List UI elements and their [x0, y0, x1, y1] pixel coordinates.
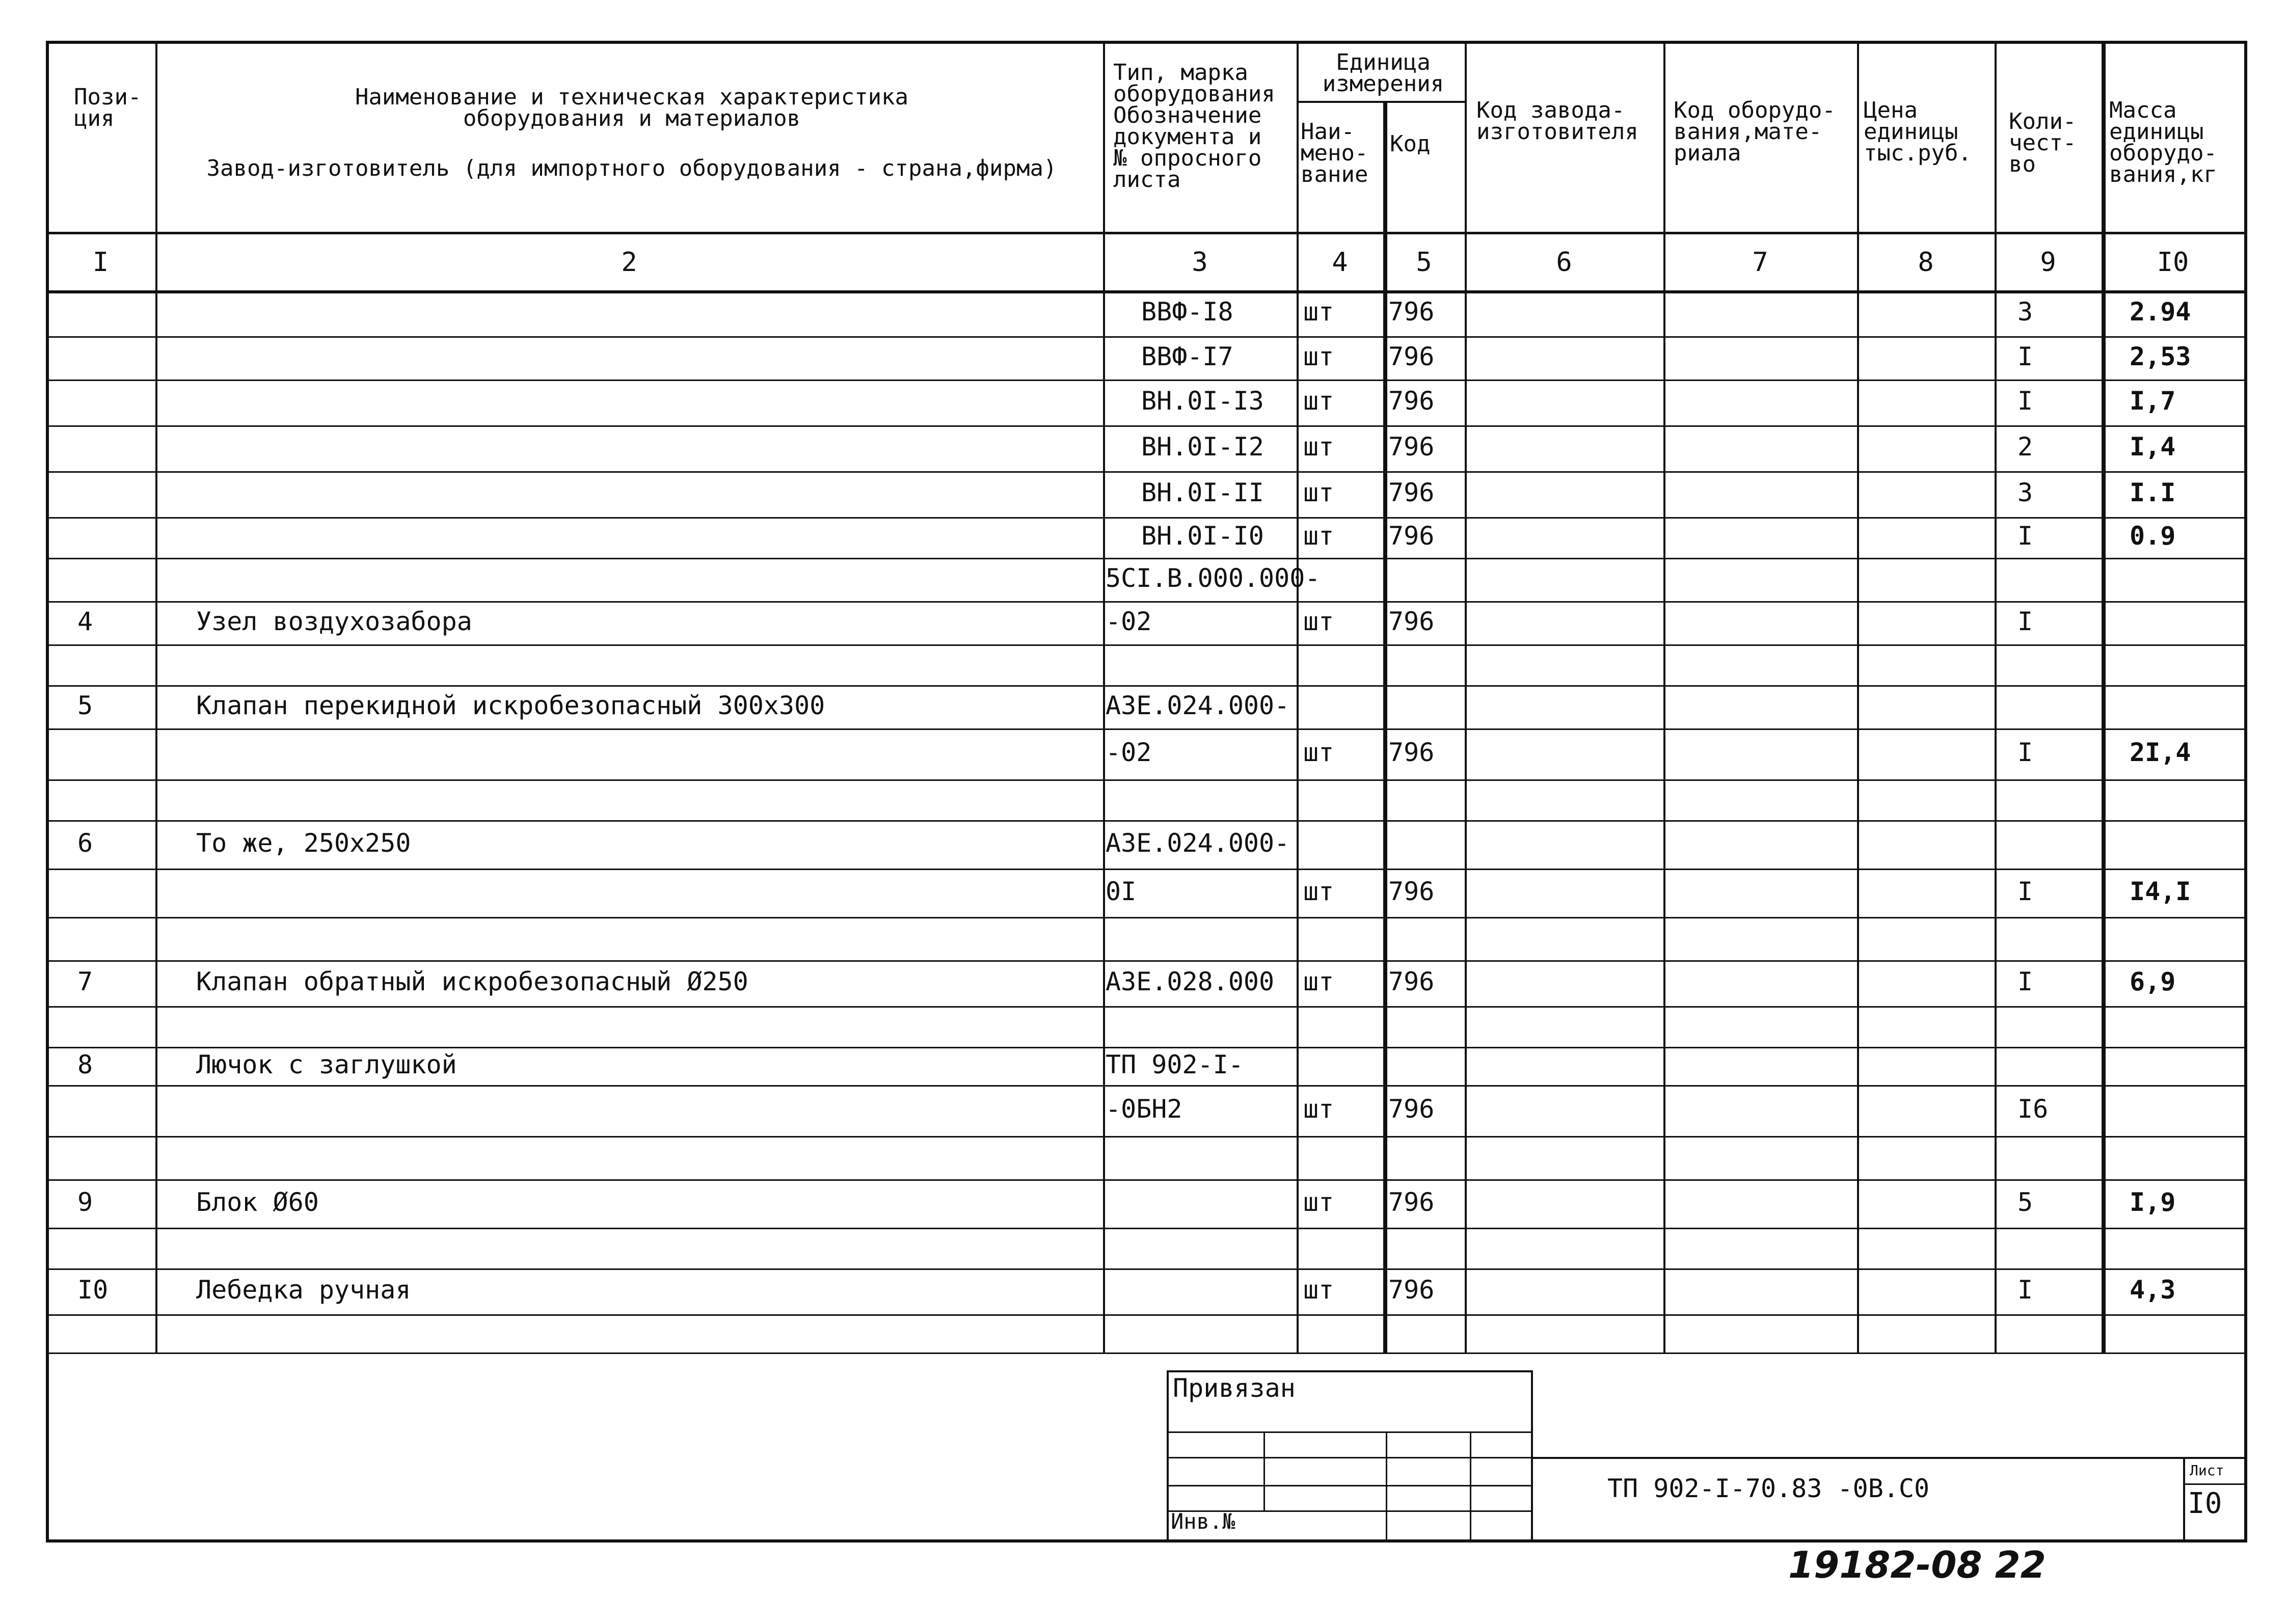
- grid-line-v: [1470, 1431, 1471, 1539]
- cell-unit: шт: [1303, 521, 1334, 551]
- cell-name: То же, 250х250: [196, 828, 411, 858]
- grid-line-v: [1663, 41, 1665, 1352]
- grid-line-v: [1857, 41, 1859, 1352]
- grid-line-v: [1297, 41, 1299, 1352]
- grid-line-h: [46, 336, 2244, 338]
- grid-line-v: [1386, 1431, 1387, 1539]
- cell-pos: 7: [77, 967, 93, 996]
- cell-qty: 3: [2017, 478, 2033, 507]
- cell-unit: шт: [1303, 877, 1334, 906]
- grid-line-h: [46, 685, 2244, 687]
- handwritten-note: 19182-08 22: [1788, 1544, 2046, 1586]
- cell-pos: 5: [77, 691, 93, 720]
- cell-mass: 2,53: [2130, 342, 2191, 371]
- grid-line-v: [2183, 1457, 2185, 1539]
- cell-type: ТП 902-I-: [1106, 1050, 1244, 1079]
- cell-pos: I0: [77, 1275, 109, 1305]
- cell-pos: 8: [77, 1050, 93, 1079]
- header-price: Цена единицы тыс.руб.: [1864, 97, 1972, 166]
- cell-code: 796: [1388, 738, 1435, 767]
- cell-unit: шт: [1303, 297, 1334, 327]
- cell-mass: 6,9: [2130, 967, 2176, 996]
- cell-type: 0I: [1106, 877, 1137, 906]
- header-quantity: Коли- чест- во: [2009, 109, 2077, 177]
- cell-qty: I: [2017, 738, 2033, 767]
- stamp-doc-code: ТП 902-I-70.83 -0В.С0: [1607, 1474, 1930, 1503]
- cell-mass: I4,I: [2130, 877, 2191, 906]
- cell-code: 796: [1388, 342, 1435, 371]
- header-type: Тип, марка оборудования Обозначение документа и № опросного листа: [1113, 60, 1275, 193]
- grid-line-h: [46, 1136, 2244, 1138]
- grid-line-h: [46, 1314, 2244, 1316]
- grid-line-v: [1103, 41, 1105, 1352]
- stamp-inv-label: Инв.№: [1171, 1509, 1235, 1534]
- column-number: 7: [1752, 247, 1768, 278]
- cell-pos: 9: [77, 1187, 93, 1217]
- grid-line-h: [46, 425, 2244, 427]
- stamp-sheet-number: I0: [2188, 1487, 2222, 1520]
- stamp-attached-label: Привязан: [1173, 1373, 1296, 1403]
- cell-code: 796: [1388, 297, 1435, 327]
- cell-qty: I: [2017, 342, 2033, 371]
- cell-pos: 4: [77, 607, 93, 636]
- cell-qty: I: [2017, 607, 2033, 636]
- column-number: 2: [621, 247, 637, 278]
- cell-unit: шт: [1303, 386, 1334, 416]
- grid-line-h: [46, 1352, 2244, 1354]
- grid-line-h: [46, 917, 2244, 918]
- cell-unit: шт: [1303, 967, 1334, 996]
- cell-type: А3Е.024.000-: [1106, 828, 1290, 858]
- cell-type: -02: [1106, 738, 1152, 767]
- header-position: Пози- ция: [74, 84, 142, 131]
- cell-qty: 2: [2017, 432, 2033, 462]
- cell-code: 796: [1388, 386, 1435, 416]
- grid-line-v: [155, 41, 157, 1352]
- header-name-line1: Наименование и техническая характеристика: [355, 84, 909, 110]
- cell-unit: шт: [1303, 478, 1334, 507]
- cell-qty: 3: [2017, 297, 2033, 327]
- column-number: 9: [2040, 247, 2056, 278]
- grid-line-h: [46, 728, 2244, 730]
- header-unit-group: Единица измерения: [1322, 49, 1444, 97]
- grid-line-h: [46, 290, 2244, 293]
- header-mass: Масса единицы оборудо- вания,кг: [2109, 97, 2217, 187]
- cell-code: 796: [1388, 967, 1435, 996]
- cell-code: 796: [1388, 1187, 1435, 1217]
- cell-code: 796: [1388, 521, 1435, 551]
- grid-line-v: [2102, 41, 2106, 1352]
- cell-qty: I: [2017, 521, 2033, 551]
- grid-line-h: [46, 1179, 2244, 1181]
- cell-type: -0БН2: [1106, 1094, 1182, 1124]
- cell-qty: I: [2017, 877, 2033, 906]
- cell-pos: 6: [77, 828, 93, 858]
- header-factory-code: Код завода- изготовителя: [1476, 97, 1638, 145]
- cell-code: 796: [1388, 1094, 1435, 1124]
- grid-line-v: [1995, 41, 1997, 1352]
- cell-name: Клапан обратный искробезопасный Ø250: [196, 967, 748, 996]
- header-unit-code: Код: [1390, 131, 1431, 157]
- column-number: 6: [1556, 247, 1572, 278]
- cell-mass: 4,3: [2130, 1275, 2176, 1305]
- cell-type: А3Е.028.000: [1106, 967, 1275, 996]
- grid-line-h: [46, 1085, 2244, 1087]
- cell-type: -02: [1106, 607, 1152, 636]
- header-name-line2: оборудования и материалов: [463, 105, 801, 131]
- grid-line-v: [1383, 101, 1387, 1352]
- grid-line-h: [46, 820, 2244, 822]
- cell-unit: шт: [1303, 1094, 1334, 1124]
- grid-line-h: [46, 471, 2244, 473]
- grid-line-h: [46, 380, 2244, 381]
- grid-line-h: [46, 232, 2244, 234]
- grid-line-v: [1263, 1431, 1265, 1510]
- header-equipment-code: Код оборудо- вания,мате- риала: [1674, 97, 1836, 166]
- cell-type: А3Е.024.000-: [1106, 691, 1290, 720]
- cell-mass: 2.94: [2130, 297, 2191, 327]
- grid-line-h: [2183, 1483, 2244, 1485]
- cell-mass: 0.9: [2130, 521, 2176, 551]
- cell-mass: I.I: [2130, 478, 2176, 507]
- cell-code: 796: [1388, 432, 1435, 462]
- grid-line-h: [46, 779, 2244, 781]
- grid-line-h: [1167, 1457, 1531, 1458]
- cell-qty: I: [2017, 386, 2033, 416]
- cell-type: ВН.0I-II: [1141, 478, 1264, 507]
- grid-line-v: [1531, 1370, 1533, 1539]
- grid-line-h: [46, 644, 2244, 646]
- column-number: 5: [1416, 247, 1432, 278]
- grid-line-h: [46, 869, 2244, 870]
- grid-line-v: [2244, 41, 2247, 1539]
- cell-name: Узел воздухозабора: [196, 607, 472, 636]
- cell-type: ВН.0I-I0: [1141, 521, 1264, 551]
- cell-mass: I,7: [2130, 386, 2176, 416]
- cell-name: Клапан перекидной искробезопасный 300х300: [196, 691, 825, 720]
- cell-type: ВН.0I-I2: [1141, 432, 1264, 462]
- cell-unit: шт: [1303, 1187, 1334, 1217]
- cell-type: 5CI.B.000.000-: [1106, 563, 1321, 593]
- header-name-line3: Завод-изготовитель (для импортного оборудования - страна,фирма): [206, 155, 1057, 181]
- grid-line-h: [1167, 1485, 1531, 1486]
- cell-unit: шт: [1303, 432, 1334, 462]
- grid-line-h: [46, 1228, 2244, 1229]
- grid-line-h: [46, 517, 2244, 519]
- grid-line-h: [46, 960, 2244, 962]
- column-number: 4: [1332, 247, 1348, 278]
- cell-qty: I: [2017, 1275, 2033, 1305]
- cell-unit: шт: [1303, 607, 1334, 636]
- grid-line-h: [46, 1006, 2244, 1008]
- grid-line-h: [1531, 1457, 2244, 1459]
- cell-name: Лючок с заглушкой: [196, 1050, 457, 1079]
- grid-line-h: [46, 1268, 2244, 1270]
- cell-qty: I: [2017, 967, 2033, 996]
- grid-line-v: [1465, 41, 1467, 1352]
- cell-mass: I,4: [2130, 432, 2176, 462]
- grid-line-h: [46, 601, 2244, 603]
- grid-line-h: [46, 41, 2244, 44]
- cell-unit: шт: [1303, 738, 1334, 767]
- cell-code: 796: [1388, 877, 1435, 906]
- cell-qty: 5: [2017, 1187, 2033, 1217]
- grid-line-h: [46, 558, 2244, 559]
- cell-type: ВВФ-I7: [1141, 342, 1233, 371]
- grid-line-h: [46, 1539, 2247, 1542]
- cell-name: Блок Ø60: [196, 1187, 319, 1217]
- cell-type: ВН.0I-I3: [1141, 386, 1264, 416]
- cell-mass: 2I,4: [2130, 738, 2191, 767]
- grid-line-h: [1167, 1370, 1531, 1372]
- cell-code: 796: [1388, 1275, 1435, 1305]
- grid-line-h: [1167, 1431, 1531, 1433]
- grid-line-v: [1167, 1370, 1169, 1539]
- column-number: I0: [2157, 247, 2189, 278]
- column-number: 8: [1918, 247, 1934, 278]
- cell-code: 796: [1388, 607, 1435, 636]
- grid-line-h: [1297, 101, 1465, 103]
- grid-line-h: [46, 1047, 2244, 1048]
- cell-unit: шт: [1303, 342, 1334, 371]
- cell-name: Лебедка ручная: [196, 1275, 411, 1305]
- cell-unit: шт: [1303, 1275, 1334, 1305]
- header-unit-name: Наи- мено- вание: [1301, 119, 1368, 187]
- column-number: I: [92, 247, 109, 278]
- stamp-sheet-label: Лист: [2190, 1462, 2224, 1479]
- cell-type: ВВФ-I8: [1141, 297, 1233, 327]
- cell-mass: I,9: [2130, 1187, 2176, 1217]
- cell-qty: I6: [2017, 1094, 2049, 1124]
- column-number: 3: [1192, 247, 1208, 278]
- cell-code: 796: [1388, 478, 1435, 507]
